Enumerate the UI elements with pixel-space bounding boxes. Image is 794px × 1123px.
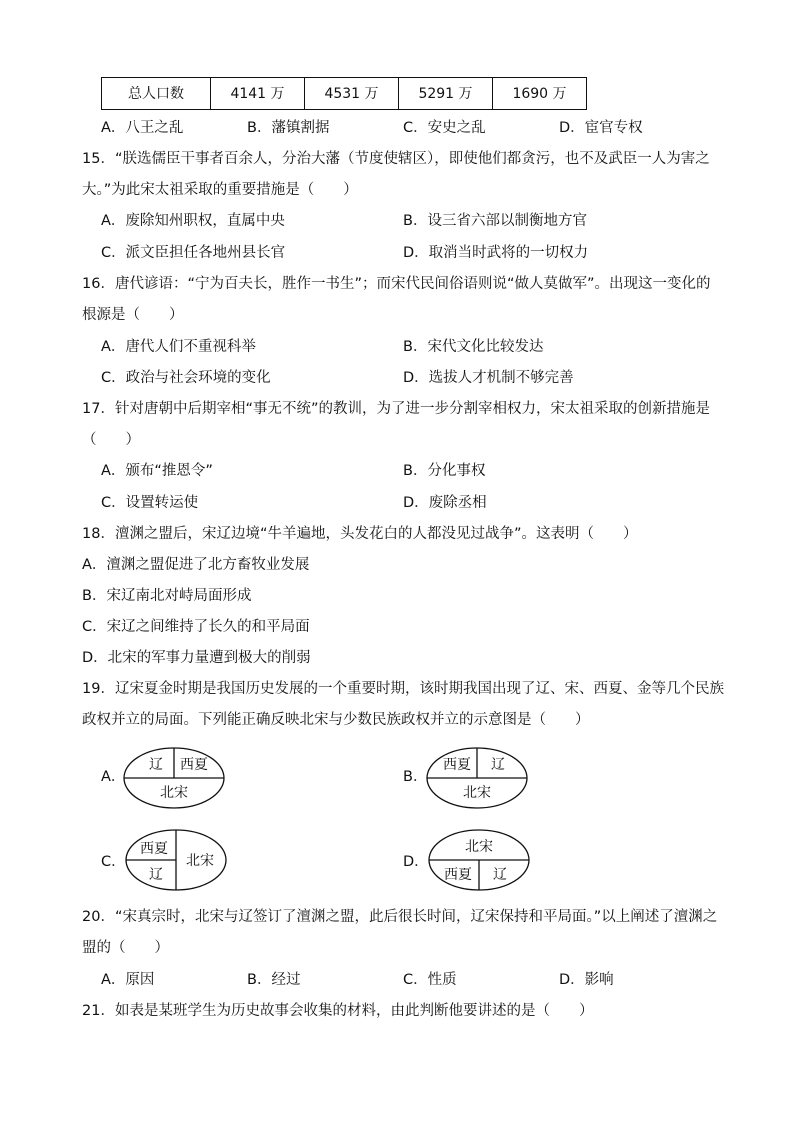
q21-stem-line1: 21．如表是某班学生为历史故事会收集的材料，由此判断他要讲述的是（ ）	[82, 1003, 594, 1019]
diagram-c-region-top-left: 西夏	[140, 841, 168, 857]
q16-option-b: B．宋代文化比较发达	[403, 339, 544, 355]
q16-stem-line2: 根源是（ ）	[82, 307, 184, 323]
q14-option-c: C．安史之乱	[403, 120, 486, 136]
q17-option-d: D．废除丞相	[403, 495, 487, 511]
diagram-c-region-right: 北宋	[186, 853, 214, 869]
table-cell-label: 总人口数	[102, 78, 211, 110]
q18-stem-line1: 18．澶渊之盟后，宋辽边境“牛羊遍地，头发花白的人都没见过战争”。这表明（ ）	[82, 526, 638, 542]
q17-stem-line1: 17．针对唐朝中后期宰相“事无不统”的教训，为了进一步分割宰相权力，宋太祖采取的创新措施是	[82, 401, 710, 417]
q20-stem-line2: 盟的（ ）	[82, 940, 169, 956]
q19-diagram-d	[427, 828, 531, 898]
diagram-d-region-bottom-right: 辽	[493, 867, 507, 883]
q19-option-d-letter: D．	[403, 854, 429, 870]
q20-option-a: A．原因	[101, 972, 155, 988]
diagram-b-region-left: 西夏	[443, 757, 471, 773]
q18-option-c: C．宋辽之间维持了长久的和平局面	[82, 619, 310, 635]
q19-option-b-letter: B．	[403, 769, 428, 785]
q15-option-d: D．取消当时武将的一切权力	[403, 245, 589, 261]
q17-option-a: A．颁布“推恩令”	[101, 463, 213, 479]
diagram-a-region-bottom: 北宋	[160, 785, 188, 801]
q17-option-c: C．设置转运使	[101, 495, 199, 511]
q20-option-b: B．经过	[247, 972, 301, 988]
q15-option-b: B．设三省六部以制衡地方官	[403, 213, 587, 229]
diagram-b-region-bottom: 北宋	[463, 785, 491, 801]
q16-stem-line1: 16．唐代谚语：“宁为百夫长，胜作一书生”；而宋代民间俗语则说“做人莫做军”。出现这一变化的	[82, 276, 711, 292]
diagram-b-region-right: 辽	[491, 757, 505, 773]
q19-stem-line2: 政权并立的局面。下列能正确反映北宋与少数民族政权并立的示意图是（ ）	[82, 712, 590, 728]
table-cell: 5291 万	[399, 78, 493, 110]
q15-option-a: A．废除知州职权，直属中央	[101, 213, 285, 229]
q16-option-a: A．唐代人们不重视科举	[101, 339, 256, 355]
table-cell: 4531 万	[305, 78, 399, 110]
table-row	[102, 78, 587, 110]
table-cell: 4141 万	[211, 78, 305, 110]
q19-option-c-letter: C．	[101, 854, 126, 870]
q15-stem-line2: 大。”为此宋太祖采取的重要措施是（ ）	[82, 182, 358, 198]
population-table	[101, 77, 587, 110]
q14-option-d: D．宦官专权	[559, 120, 643, 136]
table-cell: 1690 万	[493, 78, 587, 110]
q19-diagram-a	[122, 746, 226, 816]
q16-option-c: C．政治与社会环境的变化	[101, 370, 271, 386]
diagram-a-region-left: 辽	[149, 757, 163, 773]
q20-option-d: D．影响	[559, 972, 614, 988]
q19-diagram-b	[425, 746, 529, 816]
diagram-c-region-bottom-left: 辽	[149, 867, 163, 883]
q14-option-b: B．藩镇割据	[247, 120, 330, 136]
q18-option-a: A．澶渊之盟促进了北方畜牧业发展	[82, 557, 310, 573]
q18-option-b: B．宋辽南北对峙局面形成	[82, 588, 252, 604]
q19-diagram-c	[124, 828, 228, 898]
diagram-d-region-top: 北宋	[465, 839, 493, 855]
q19-option-a-letter: A．	[101, 769, 126, 785]
q17-stem-line2: （ ）	[82, 432, 140, 448]
q15-stem-line1: 15．“朕选儒臣干事者百余人，分治大藩（节度使辖区），即使他们都贪污，也不及武臣一人为害之	[82, 151, 710, 167]
q14-option-a: A．八王之乱	[101, 120, 184, 136]
q15-option-c: C．派文臣担任各地州县长官	[101, 245, 286, 261]
q16-option-d: D．选拔人才机制不够完善	[403, 370, 574, 386]
q20-option-c: C．性质	[403, 972, 457, 988]
q20-stem-line1: 20．“宋真宗时，北宋与辽签订了澶渊之盟，此后很长时间，辽宋保持和平局面。”以上阐述了澶渊之	[82, 909, 718, 925]
diagram-a-region-right: 西夏	[180, 757, 208, 773]
diagram-d-region-bottom-left: 西夏	[444, 867, 472, 883]
q17-option-b: B．分化事权	[403, 463, 486, 479]
q18-option-d: D．北宋的军事力量遭到极大的削弱	[82, 650, 311, 666]
q19-stem-line1: 19．辽宋夏金时期是我国历史发展的一个重要时期，该时期我国出现了辽、宋、西夏、金等几个民族	[82, 681, 724, 697]
